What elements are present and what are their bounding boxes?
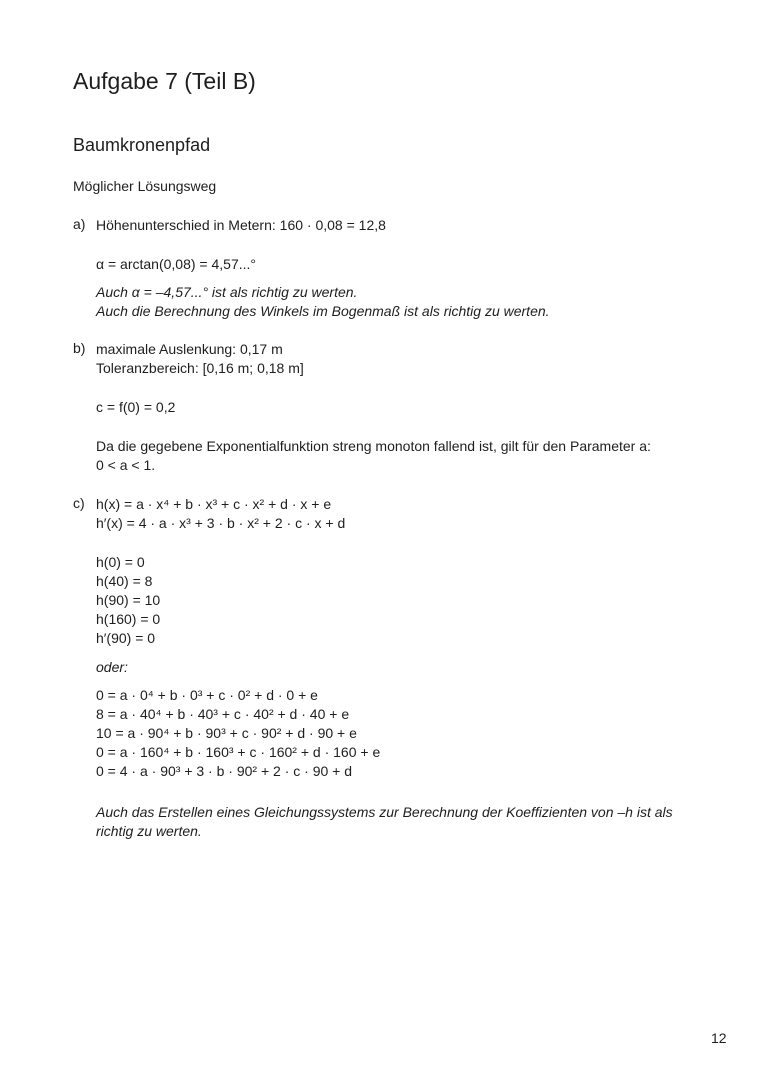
part-b-line: Toleranzbereich: [0,16 m; 0,18 m] [96, 360, 304, 376]
part-a-note: Auch α = –4,57...° ist als richtig zu werten. [96, 284, 358, 300]
part-b-line: c = f(0) = 0,2 [96, 399, 176, 415]
part-a-note: Auch die Berechnung des Winkels im Bogenmaß ist als richtig zu werten. [96, 303, 550, 319]
part-c-line: h′(x) = 4 · a · x³ + 3 · b · x² + 2 · c · x + d [96, 515, 346, 531]
part-c-line: oder: [96, 659, 128, 675]
part-c-line: h(90) = 10 [96, 592, 161, 608]
page-title: Aufgabe 7 (Teil B) [73, 68, 256, 94]
part-c-line: 10 = a · 90⁴ + b · 90³ + c · 90² + d · 90 + e [96, 725, 357, 741]
part-a-line: α = arctan(0,08) = 4,57...° [96, 256, 257, 272]
part-a-label: a) [73, 216, 86, 232]
part-c-line: h(x) = a · x⁴ + b · x³ + c · x² + d · x + e [96, 496, 332, 512]
part-c-note: Auch das Erstellen eines Gleichungssystems zur Berechnung der Koeffizienten von –h ist als [96, 804, 673, 820]
part-b-line: 0 < a < 1. [96, 457, 156, 473]
method-heading: Möglicher Lösungsweg [73, 178, 217, 194]
part-b-line: Da die gegebene Exponentialfunktion streng monoton fallend ist, gilt für den Parameter a: [96, 438, 651, 454]
part-b-line: maximale Auslenkung: 0,17 m [96, 341, 283, 357]
part-c-note: richtig zu werten. [96, 823, 202, 839]
part-b-label: b) [73, 340, 86, 356]
part-c-label: c) [73, 495, 85, 511]
section-title: Baumkronenpfad [73, 135, 211, 155]
part-c-line: h(40) = 8 [96, 573, 153, 589]
part-c-line: h(0) = 0 [96, 554, 145, 570]
part-c-line: 0 = a · 160⁴ + b · 160³ + c · 160² + d · 160 + e [96, 744, 381, 760]
part-c-line: 8 = a · 40⁴ + b · 40³ + c · 40² + d · 40 + e [96, 706, 350, 722]
part-c-line: 0 = 4 · a · 90³ + 3 · b · 90² + 2 · c · 90 + d [96, 763, 353, 779]
part-c-line: h′(90) = 0 [96, 630, 156, 646]
part-a-line: Höhenunterschied in Metern: 160 · 0,08 = 12,8 [96, 217, 386, 233]
page-number: 12 [711, 1030, 727, 1046]
part-c-line: 0 = a · 0⁴ + b · 0³ + c · 0² + d · 0 + e [96, 687, 318, 703]
part-c-line: h(160) = 0 [96, 611, 161, 627]
